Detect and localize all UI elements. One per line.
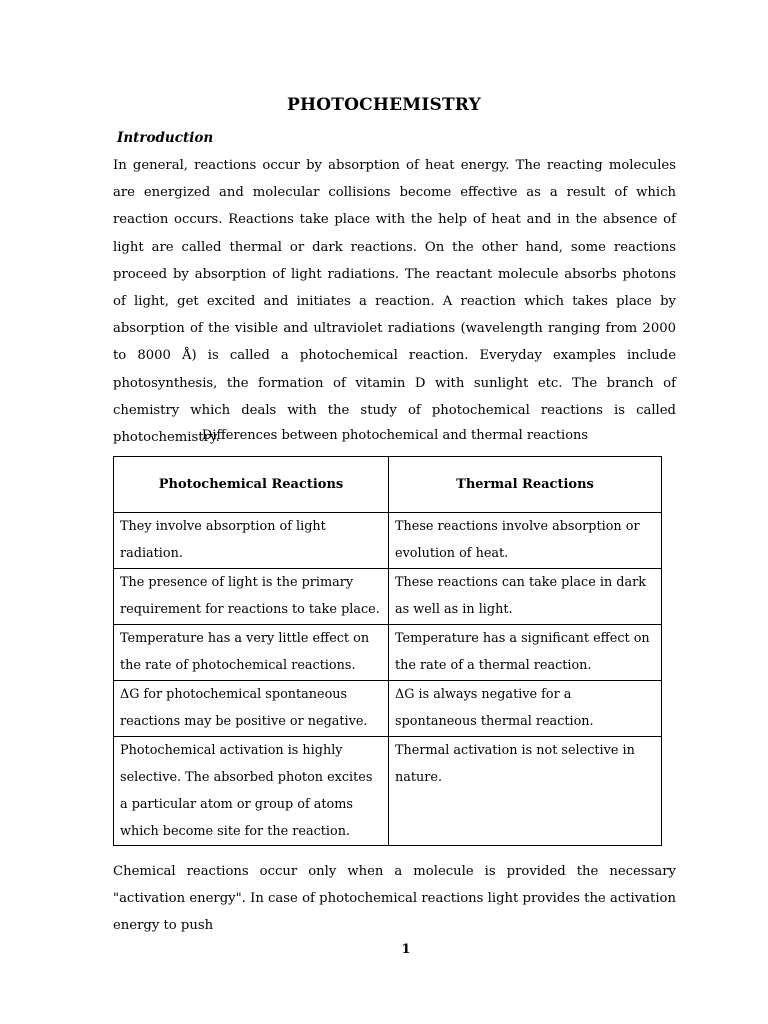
table-cell: Thermal activation is not selective in nature. (389, 737, 662, 846)
table-caption: Differences between photochemical and thermal reactions (201, 428, 589, 443)
table-cell: Photochemical activation is highly selective. The absorbed photon excites a particular atom or group of atoms which become site for the reaction. (114, 737, 389, 846)
table-cell: They involve absorption of light radiation. (114, 513, 389, 569)
table-cell: Temperature has a significant effect on the rate of a thermal reaction. (389, 625, 662, 681)
section-heading: Introduction (117, 130, 214, 146)
page-title: PHOTOCHEMISTRY (287, 95, 481, 115)
table-cell: The presence of light is the primary requirement for reactions to take place. (114, 569, 389, 625)
table-cell: These reactions can take place in dark as well as in light. (389, 569, 662, 625)
table-row (114, 681, 662, 737)
closing-paragraph: Chemical reactions occur only when a molecule is provided the necessary "activation energy". In case of photochemical reactions light provides the activation energy to push (113, 864, 676, 934)
table-cell: These reactions involve absorption or evolution of heat. (389, 513, 662, 569)
intro-paragraph: In general, reactions occur by absorption of heat energy. The reacting molecules are energized and molecular collisions become effective as a result of which reaction occurs. Reactions take place with the help of heat and in the absence of light are called thermal or dark reactions. On the other hand, some reactions proceed by absorption of light radiations. The reactant molecule absorbs photons of light, get excited and initiates a reaction. A reaction which takes place by absorption of the visible and ultraviolet radiations (wavelength ranging from 2000 to 8000 Å) is called a photochemical reaction. Everyday examples include photosynthesis, the formation of vitamin D with sunlight etc. The branch of chemistry which deals with the study of photochemical reactions is called photochemistry. (113, 158, 676, 446)
table-cell: Temperature has a very little effect on the rate of photochemical reactions. (114, 625, 389, 681)
header-photochemical: Photochemical Reactions (114, 457, 389, 513)
comparison-table (113, 456, 662, 846)
header-thermal: Thermal Reactions (389, 457, 662, 513)
page-number: 1 (401, 942, 411, 957)
table-row (114, 737, 662, 846)
table-cell: ΔG is always negative for a spontaneous thermal reaction. (389, 681, 662, 737)
table-row (114, 569, 662, 625)
table-row (114, 513, 662, 569)
table-row (114, 625, 662, 681)
table-header-row (114, 457, 662, 513)
table-cell: ΔG for photochemical spontaneous reactions may be positive or negative. (114, 681, 389, 737)
